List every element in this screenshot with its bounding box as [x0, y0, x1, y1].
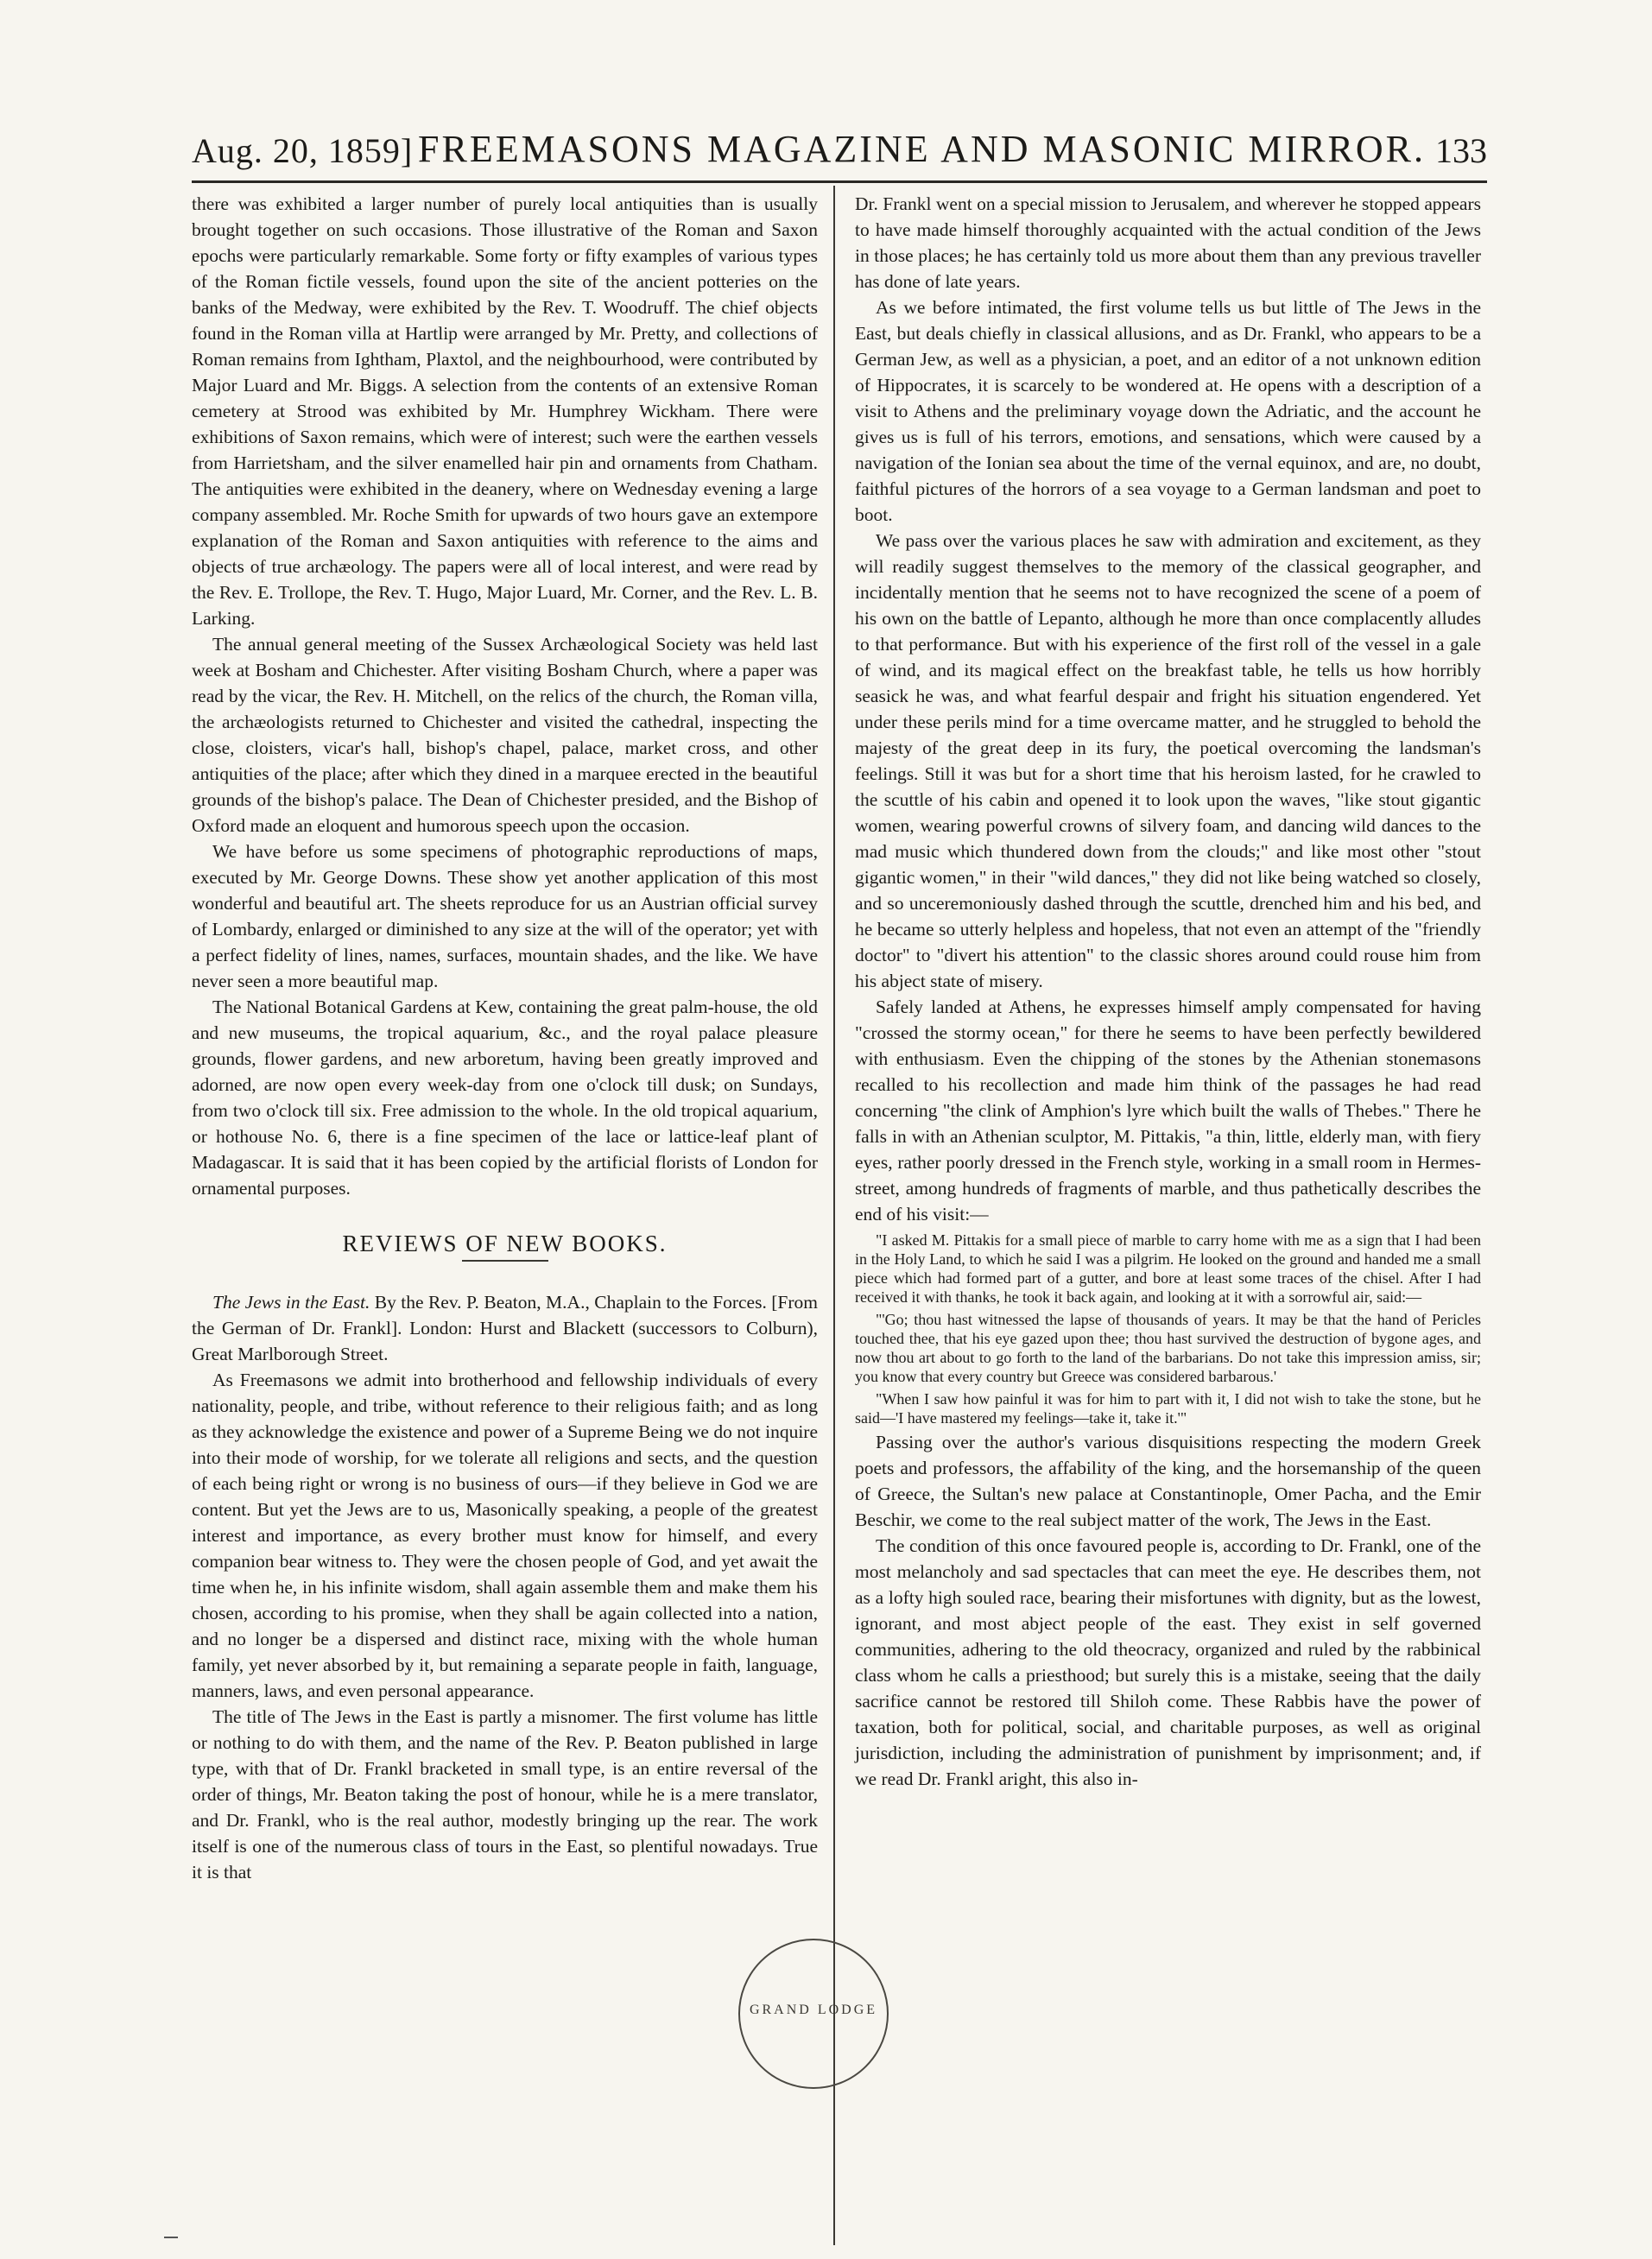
paragraph: Dr. Frankl went on a special mission to Jerusalem, and wherever he stopped appears to have made himself thoroughly acquainted with the actual condition of the Jews in those places; he has certainly told us more about them than any previous traveller has done of late years.: [855, 193, 1481, 292]
book-title: The Jews in the East.: [212, 1292, 370, 1313]
paragraph: We pass over the various places he saw with admiration and excitement, as they will readily suggest themselves to the memory of the classical geographer, and incidentally mention that he seems not to have recognized the scene of a poem of his own on the battle of Lepanto, although he more than once complacently alludes to that performance. But with his experience of the first roll of the vessel in a gale of wind, and its magical effect on the breakfast table, he tells us how horribly seasick he was, and what fearful despair and fright his situation engendered. Yet under these perils mind for a time overcame matter, and he struggled to behold the majesty of the great deep in its fury, the poetical overcoming the landsman's feelings. Still it was but for a short time that his heroism lasted, for he crawled to the scuttle of his cabin and opened it to look upon the waves, "like stout gigantic women, wearing powerful crowns of silvery foam, and dancing wild dances to the mad music which thundered down from the clouds;" and like most other "stout gigantic women," in their "wild dances," they did not like being watched so closely, and so unceremoniously dashed through the scuttle, drenched him and his bed, and he became so utterly helpless and hopeless, that not even an attempt of the "friendly doctor" to "divert his attention" to the classic shores around could rouse him from his abject state of misery.: [855, 530, 1481, 991]
paragraph: there was exhibited a larger number of purely local antiquities than is usually brought together on such occasions. Those illustrative of the Roman and Saxon epochs were particularly remarkable. Some forty or fifty examples of various types of the Roman fictile vessels, found upon the site of the ancient potteries on the banks of the Medway, were exhibited by the Rev. T. Woodruff. The chief objects found in the Roman villa at Hartlip were arranged by Mr. Pretty, and collections of Roman remains from Ightham, Plaxtol, and the neighbourhood, were contributed by Major Luard and Mr. Biggs. A selection from the contents of an extensive Roman cemetery at Strood was exhibited by Mr. Humphrey Wickham. There were exhibitions of Saxon remains, which were of interest; such were the earthen vessels from Harrietsham, and the silver enamelled hair pin and ornaments from Chatham. The antiquities were exhibited in the deanery, where on Wednesday evening a large company assembled. Mr. Roche Smith for upwards of two hours gave an extempore explanation of the Roman and Saxon antiquities with reference to the aims and objects of true archæology. The papers were all of local interest, and were read by the Rev. E. Trollope, the Rev. T. Hugo, Major Luard, Mr. Corner, and the Rev. L. B. Larking.: [192, 193, 818, 629]
paragraph: Passing over the author's various disquisitions respecting the modern Greek poets and professors, the affability of the king, and the horsemanship of the queen of Greece, the Sultan's new palace at Constantinople, Omer Pacha, and the Emir Beschir, we come to the real subject matter of the work, The Jews in the East.: [855, 1432, 1481, 1530]
book-details: By the Rev. P. Beaton, M.A., Chaplain to the Forces. [From the German of Dr. Frankl]. London: Hurst and Blackett (successors to Colburn), Great Marlborough Street.: [192, 1292, 818, 1364]
library-stamp: [738, 1939, 889, 2089]
quoted-passage: "'Go; thou hast witnessed the lapse of thousands of years. It may be that the hand of Pericles touched thee, that his eye gazed upon thee; thou hast survived the destruction of bygone ages, and now thou art about to go forth to the land of the barbarians. Do not take this impression amiss, sir; you know that every country but Greece was considered barbarous.': [855, 1311, 1481, 1385]
paragraph: As Freemasons we admit into brotherhood and fellowship individuals of every nationality, people, and tribe, without reference to their religious faith; and as long as they acknowledge the existence and power of a Supreme Being we do not inquire into their mode of worship, for we tolerate all religions and sects, and the question of each being right or wrong is no business of ours—if they believe in God we are content. But yet the Jews are to us, Masonically speaking, a people of the greatest interest and importance, as every brother must know for himself, and every companion bear witness to. They were the chosen people of God, and yet await the time when he, in his infinite wisdom, shall again assemble them and make them his chosen, according to his promise, when they shall be again collected into a nation, and no longer be a dispersed and distinct race, mixing with the whole human family, yet never absorbed by it, but remaining a separate people in faith, language, manners, laws, and even personal appearance.: [192, 1370, 818, 1701]
issue-date: Aug. 20, 1859]: [192, 131, 414, 170]
paragraph: The National Botanical Gardens at Kew, containing the great palm-house, the old and new museums, the tropical aquarium, &c., and the royal palace pleasure grounds, flower gardens, and new arboretum, having been greatly improved and adorned, are now open every week-day from one o'clock till dusk; on Sundays, from two o'clock till six. Free admission to the whole. In the old tropical aquarium, or hothouse No. 6, there is a fine specimen of the lace or lattice-leaf plant of Madagascar. It is said that it has been copied by the artificial florists of London for ornamental purposes.: [192, 997, 818, 1199]
paragraph: The title of The Jews in the East is partly a misnomer. The first volume has little or nothing to do with them, and the name of the Rev. P. Beaton published in large type, with that of Dr. Frankl bracketed in small type, is an entire reversal of the order of things, Mr. Beaton taking the post of honour, while he is a mere translator, and Dr. Frankl, who is the real author, modestly bringing up the rear. The work itself is one of the numerous class of tours in the East, so plentiful nowadays. True it is that: [192, 1706, 818, 1882]
section-heading: REVIEWS OF NEW BOOKS.: [192, 1231, 818, 1262]
right-column: [855, 191, 1481, 1792]
quoted-passage: "I asked M. Pittakis for a small piece of marble to carry home with me as a sign that I had been in the Holy Land, to which he said I was a pilgrim. He looked on the ground and handed me a small piece which had formed part of a gutter, and bore at least some traces of the chisel. After I had received it with thanks, he took it back again, and looking at it with a sorrowful air, said:—: [855, 1231, 1481, 1306]
paragraph: The annual general meeting of the Sussex Archæological Society was held last week at Bosham and Chichester. After visiting Bosham Church, where a paper was read by the vicar, the Rev. H. Mitchell, on the relics of the church, the Roman villa, the archæologists returned to Chichester and visited the cathedral, inspecting the close, cloisters, vicar's hall, bishop's chapel, palace, market cross, and other antiquities of the place; after which they dined in a marquee erected in the beautiful grounds of the bishop's palace. The Dean of Chichester presided, and the Bishop of Oxford made an eloquent and humorous speech upon the occasion.: [192, 634, 818, 836]
paragraph: The condition of this once favoured people is, according to Dr. Frankl, one of the most melancholy and sad spectacles that can meet the eye. He describes them, not as a lofty high souled race, bearing their misfortunes with dignity, but as the lowest, ignorant, and most abject people of the east. They exist in self governed communities, adhering to the old theocracy, organized and ruled by the rabbinical class whom he calls a priesthood; but surely this is a mistake, seeing that the daily sacrifice cannot be restored till Shiloh come. These Rabbis have the power of taxation, both for political, social, and charitable purposes, as well as original jurisdiction, including the administration of punishment by imprisonment; and, if we read Dr. Frankl aright, this also in-: [855, 1535, 1481, 1789]
paragraph: Safely landed at Athens, he expresses himself amply compensated for having "crossed the stormy ocean," for there he seems to have been perfectly bewildered with enthusiasm. Even the chipping of the stones by the Athenian stonemasons recalled to his recollection and made him think of the passages he had read concerning "the clink of Amphion's lyre which built the walls of Thebes." There he falls in with an Athenian sculptor, M. Pittakis, "a thin, little, elderly man, with fiery eyes, rather poorly dressed in the French style, working in a small room in Hermes-street, among hundreds of fragments of marble, and thus pathetically describes the end of his visit:—: [855, 997, 1481, 1224]
paragraph: We have before us some specimens of photographic reproductions of maps, executed by Mr. George Downs. These show yet another application of this most wonderful and beautiful art. The sheets reproduce for us an Austrian official survey of Lombardy, enlarged or diminished to any size at the will of the operator; yet with a perfect fidelity of lines, names, surfaces, mountain shades, and the like. We have never seen a more beautiful map.: [192, 841, 818, 991]
book-citation: [192, 1289, 818, 1367]
quoted-passage: "When I saw how painful it was for him to part with it, I did not wish to take the stone, but he said—'I have mastered my feelings—take it, take it.'": [855, 1390, 1481, 1427]
running-header: [192, 125, 1487, 183]
left-column: [192, 191, 818, 1885]
page-number: 133: [1435, 131, 1487, 170]
column-divider: [833, 186, 835, 2245]
magazine-title: FREEMASONS MAGAZINE AND MASONIC MIRROR.: [418, 128, 1427, 170]
stamp-text: GRAND LODGE: [749, 2003, 878, 2017]
paragraph: As we before intimated, the first volume tells us but little of The Jews in the East, but deals chiefly in classical allusions, and as Dr. Frankl, who appears to be a German Jew, as well as a physician, a poet, and an editor of a not unknown edition of Hippocrates, it is scarcely to be wondered at. He opens with a description of a visit to Athens and the preliminary voyage down the Adriatic, and the account he gives us is full of his terrors, emotions, and sensations, which were caused by a navigation of the Ionian sea about the time of the vernal equinox, and are, no doubt, faithful pictures of the horrors of a sea voyage to a German landsman and poet to boot.: [855, 297, 1481, 525]
margin-mark: [164, 2237, 178, 2238]
